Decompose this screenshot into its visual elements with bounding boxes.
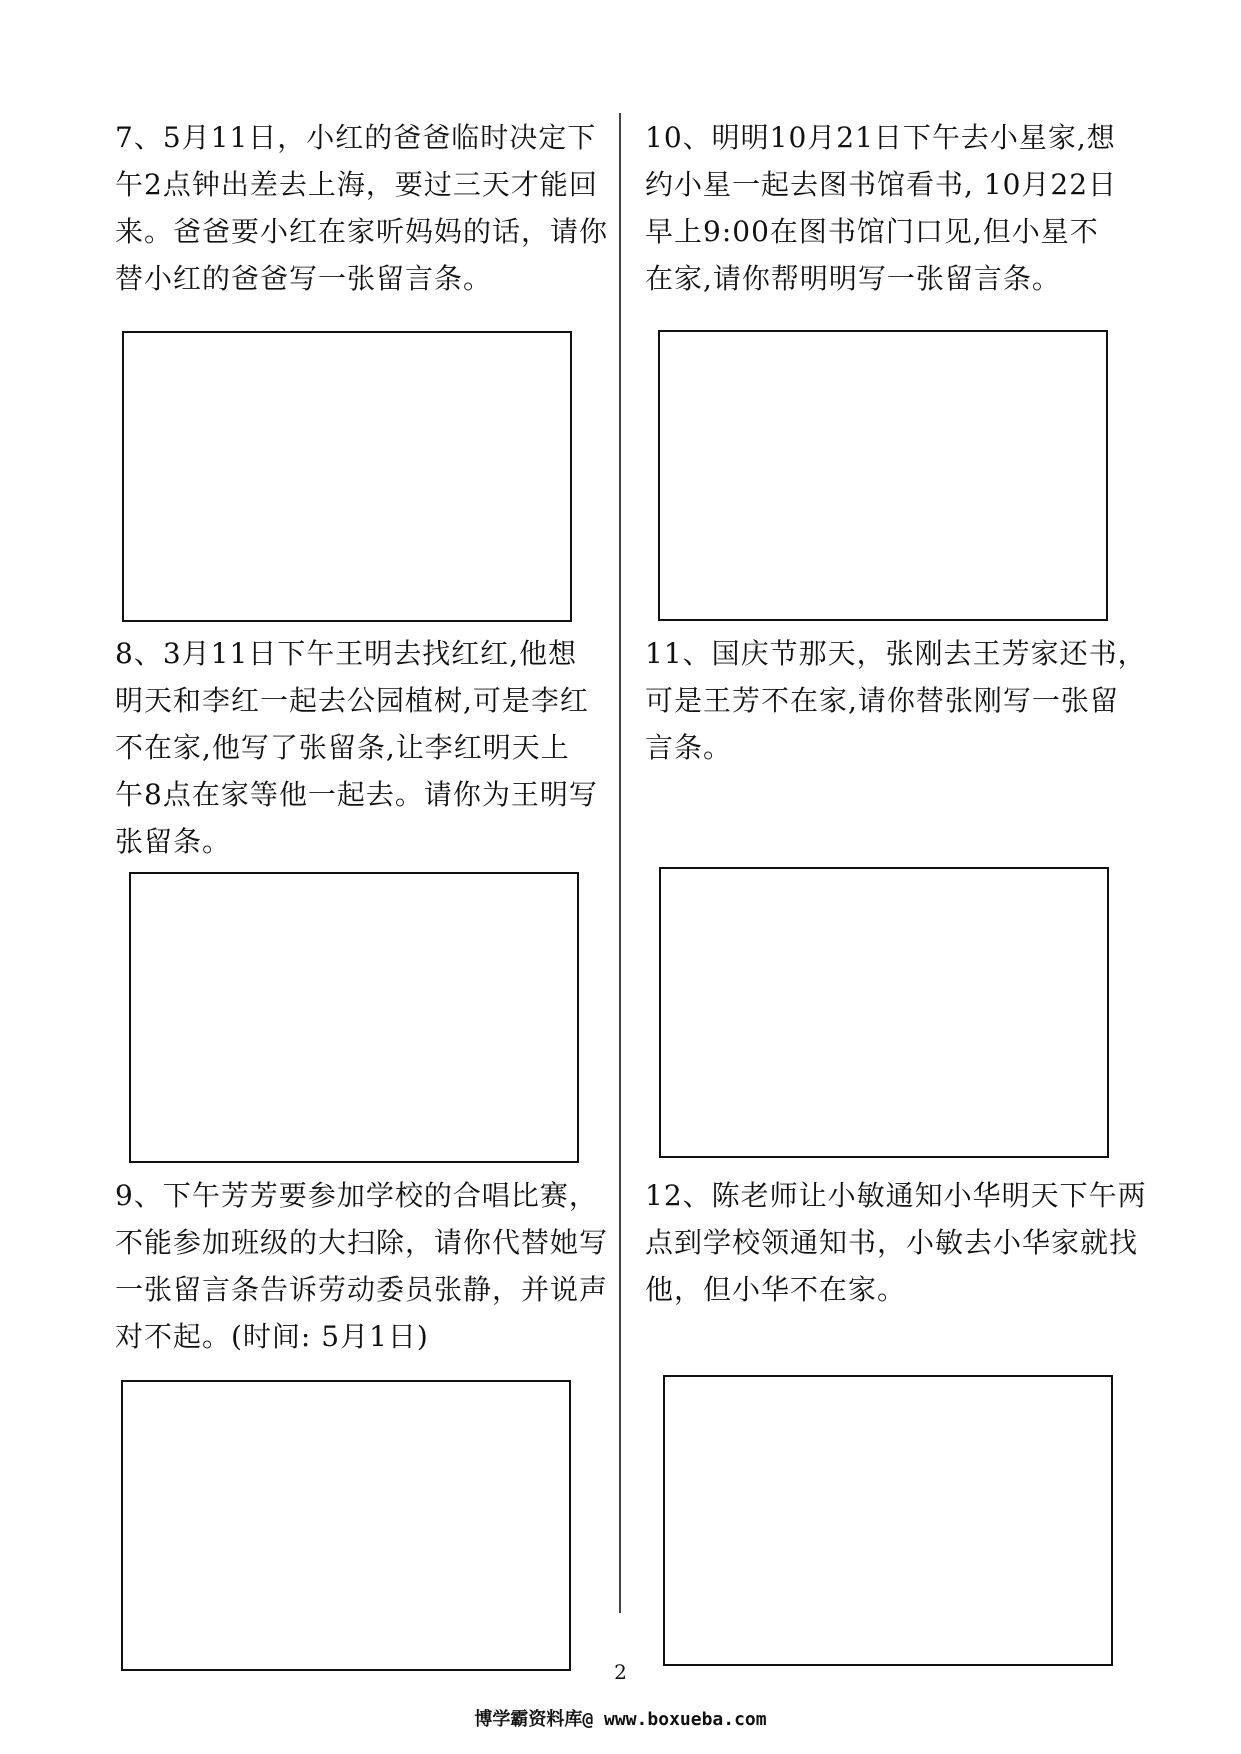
question-10-line-3: 早上9:00在图书馆门口见,但小星不: [645, 215, 1099, 248]
answer-box-7[interactable]: [122, 331, 572, 622]
answer-box-8[interactable]: [129, 872, 579, 1163]
question-8-line-3: 不在家,他写了张留条,让李红明天上: [115, 731, 570, 764]
question-10-line-1: 10、明明10月21日下午去小星家,想: [645, 121, 1116, 154]
question-12: [645, 1172, 1147, 1313]
question-7: [115, 114, 608, 302]
question-8-line-5: 张留条。: [115, 825, 232, 858]
question-10-line-4: 在家,请你帮明明写一张留言条。: [645, 262, 1061, 295]
column-divider: [619, 113, 621, 1613]
question-12-line-3: 他，但小华不在家。: [645, 1273, 907, 1306]
question-9-line-3: 一张留言条告诉劳动委员张静，并说声: [115, 1273, 609, 1306]
question-9-line-1: 9、下午芳芳要参加学校的合唱比赛，: [115, 1179, 598, 1212]
answer-box-11[interactable]: [659, 867, 1109, 1158]
footer-watermark: 博学霸资料库@ www.boxueba.com: [474, 1709, 767, 1730]
question-11-line-2: 可是王芳不在家,请你替张刚写一张留: [645, 684, 1119, 717]
answer-box-12[interactable]: [663, 1375, 1113, 1666]
question-7-line-2: 午2点钟出差去上海，要过三天才能回: [115, 168, 598, 201]
question-9-line-4: 对不起。(时间: 5月1日): [115, 1320, 429, 1353]
question-8-line-2: 明天和李红一起去公园植树,可是李红: [115, 684, 589, 717]
question-7-line-3: 来。爸爸要小红在家听妈妈的话，请你: [115, 215, 609, 248]
question-8-line-4: 午8点在家等他一起去。请你为王明写: [115, 778, 598, 811]
question-12-line-2: 点到学校领通知书，小敏去小华家就找: [645, 1226, 1139, 1259]
question-10: [645, 114, 1117, 302]
question-9-line-2: 不能参加班级的大扫除，请你代替她写: [115, 1226, 609, 1259]
question-9: [115, 1172, 608, 1360]
question-11-line-1: 11、国庆节那天，张刚去王芳家还书，: [645, 637, 1147, 670]
question-10-line-2: 约小星一起去图书馆看书, 10月22日: [645, 168, 1118, 201]
answer-box-9[interactable]: [121, 1380, 571, 1671]
question-12-line-1: 12、陈老师让小敏通知小华明天下午两: [645, 1179, 1147, 1212]
page-number: 2: [614, 1660, 627, 1684]
question-11: [645, 630, 1147, 771]
question-11-line-3: 言条。: [645, 731, 733, 764]
question-8-line-1: 8、3月11日下午王明去找红红,他想: [115, 637, 578, 670]
question-8: [115, 630, 598, 865]
answer-box-10[interactable]: [658, 330, 1108, 621]
question-7-line-1: 7、5月11日，小红的爸爸临时决定下: [115, 121, 597, 154]
question-7-line-4: 替小红的爸爸写一张留言条。: [115, 262, 493, 295]
